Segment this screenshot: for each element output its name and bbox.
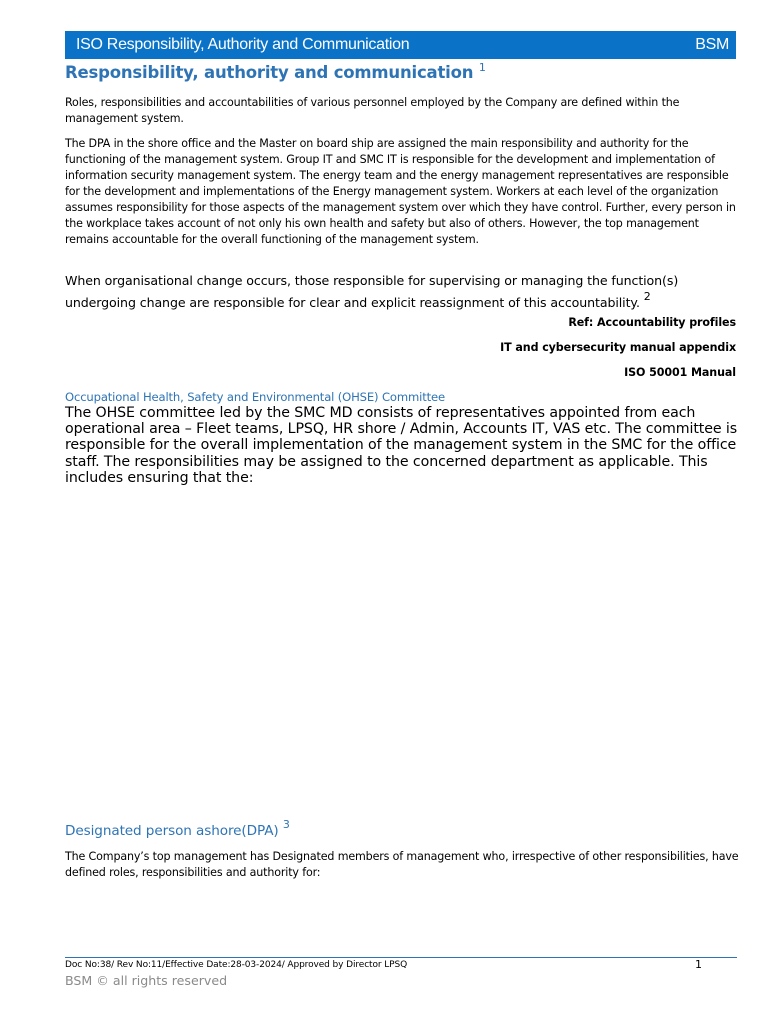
document-header-bar (65, 31, 736, 59)
footer-doc-info: Doc No:38/ Rev No:11/Effective Date:28-03-2024/ Approved by Director LPSQ (65, 960, 408, 970)
footnote-ref-2: 2 (643, 290, 651, 303)
paragraph-dpa-master: The DPA in the shore office and the Master on board ship are assigned the main responsibility and authority for the functioning of the management system. Group IT and SMC IT is responsible for the development and implementation of information security management system. The energy team and the energy management representatives are responsible for the development and implementations of the Energy management system. Workers at each level of the organization assumes responsibility for those aspects of the management system over which they have control. Further, every person in the workplace takes account of not only his own health and safety but also of others. However, the top management remains accountable for the overall functioning of the management system. (65, 137, 736, 246)
footer-divider (65, 957, 737, 958)
footer-copyright: BSM © all rights reserved (65, 973, 228, 988)
dpa-heading (65, 818, 290, 839)
heading-text: Responsibility, authority and communication (65, 63, 474, 82)
section-heading-responsibility (65, 61, 486, 82)
paragraph-roles: Roles, responsibilities and accountabilities of various personnel employed by the Company are defined within the management system. (65, 96, 680, 125)
footnote-ref-1: 1 (478, 61, 486, 74)
dpa-paragraph: The Company’s top management has Designated members of management who, irrespective of other responsibilities, have defined roles, responsibilities and authority for: (65, 850, 739, 879)
ohse-committee-paragraph: The OHSE committee led by the SMC MD consists of representatives appointed from each operational area – Fleet teams, LPSQ, HR shore / Admin, Accounts IT, VAS etc. The committee is responsible for the overall implementation of the management system in the SMC for the office staff. The responsibilities may be assigned to the concerned department as applicable. This includes ensuring that the: (65, 405, 738, 486)
reference-iso-50001-manual: ISO 50001 Manual (624, 366, 736, 379)
reference-it-cybersecurity-manual: IT and cybersecurity manual appendix (500, 341, 736, 354)
ohse-committee-heading: Occupational Health, Safety and Environmental (OHSE) Committee (65, 390, 445, 404)
page-number: 1 (695, 958, 702, 971)
paragraph-text: When organisational change occurs, those responsible for supervising or managing the function(s) undergoing change are responsible for clear and explicit reassignment of this accountability. (65, 273, 679, 310)
footnote-ref-3: 3 (282, 818, 290, 831)
paragraph-organisational-change (65, 273, 741, 311)
reference-accountability-profiles: Ref: Accountability profiles (568, 316, 736, 329)
header-brand: BSM (695, 36, 729, 53)
heading-text: Designated person ashore(DPA) (65, 823, 279, 839)
header-title: ISO Responsibility, Authority and Communication (76, 36, 410, 53)
